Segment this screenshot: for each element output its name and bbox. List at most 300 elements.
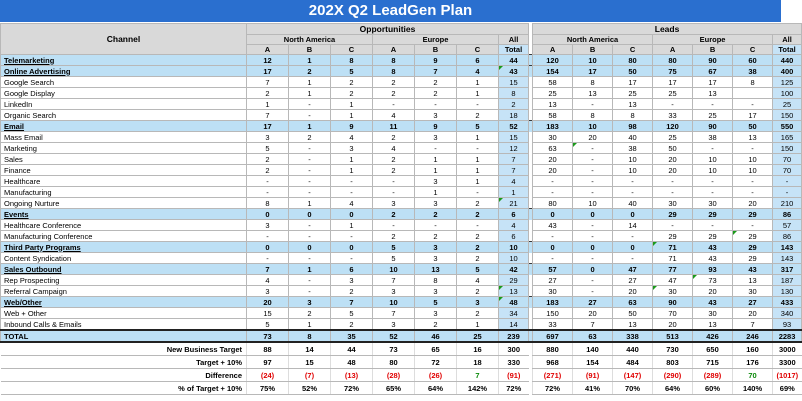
channel-cell[interactable]: Google Search xyxy=(1,77,247,88)
summary-cell[interactable]: 484 xyxy=(613,356,653,369)
opportunity-cell[interactable]: 2 xyxy=(373,132,415,143)
lead-cell[interactable]: - xyxy=(573,143,613,154)
lead-cell[interactable]: - xyxy=(573,99,613,110)
lead-cell[interactable]: 17 xyxy=(613,77,653,88)
summary-cell[interactable]: 44 xyxy=(331,342,373,356)
opportunity-cell[interactable]: 2 xyxy=(373,154,415,165)
opportunity-cell[interactable]: 2 xyxy=(331,286,373,297)
summary-cell[interactable]: 803 xyxy=(653,356,693,369)
lead-cell[interactable]: 63 xyxy=(573,330,613,342)
opportunity-cell[interactable]: - xyxy=(289,220,331,231)
opportunity-cell[interactable]: 1 xyxy=(289,319,331,331)
lead-cell[interactable]: 433 xyxy=(773,297,802,308)
lead-cell[interactable]: 10 xyxy=(693,154,733,165)
lead-cell[interactable]: 20 xyxy=(533,165,573,176)
lead-cell[interactable]: 183 xyxy=(533,297,573,308)
lead-cell[interactable]: 150 xyxy=(773,110,802,121)
opportunity-cell[interactable]: 12 xyxy=(499,143,529,154)
summary-cell[interactable]: 330 xyxy=(499,356,529,369)
opportunity-cell[interactable]: 0 xyxy=(289,209,331,220)
lead-cell[interactable]: - xyxy=(533,231,573,242)
channel-cell[interactable]: Events xyxy=(1,209,247,220)
summary-cell[interactable]: 70% xyxy=(613,382,653,395)
lead-cell[interactable]: 187 xyxy=(773,275,802,286)
opportunity-cell[interactable]: 3 xyxy=(373,286,415,297)
lead-cell[interactable]: 0 xyxy=(613,209,653,220)
opportunity-cell[interactable]: 43 xyxy=(499,66,529,77)
lead-cell[interactable]: 8 xyxy=(613,110,653,121)
opportunity-cell[interactable]: - xyxy=(331,187,373,198)
opportunity-cell[interactable]: 1 xyxy=(457,154,499,165)
opp-col-c[interactable]: C xyxy=(331,45,373,55)
opportunity-cell[interactable]: 15 xyxy=(247,308,289,319)
summary-cell[interactable]: 73 xyxy=(373,342,415,356)
summary-cell[interactable]: 15 xyxy=(289,356,331,369)
opportunity-cell[interactable]: 1 xyxy=(289,55,331,66)
opportunity-cell[interactable]: 20 xyxy=(247,297,289,308)
lead-cell[interactable]: 440 xyxy=(773,55,802,66)
opportunity-cell[interactable]: - xyxy=(331,231,373,242)
opportunity-cell[interactable]: 1 xyxy=(457,165,499,176)
lead-cell[interactable]: 25 xyxy=(613,88,653,99)
leads-header[interactable]: Leads xyxy=(533,24,802,35)
opportunity-cell[interactable]: 0 xyxy=(247,242,289,253)
lead-cell[interactable]: 38 xyxy=(693,132,733,143)
opportunity-cell[interactable]: 8 xyxy=(289,330,331,342)
lead-cell[interactable]: 13 xyxy=(573,88,613,99)
lead-cell[interactable]: 10 xyxy=(613,165,653,176)
opportunity-cell[interactable]: 7 xyxy=(415,66,457,77)
channel-header[interactable]: Channel xyxy=(1,24,247,55)
opportunity-cell[interactable]: - xyxy=(415,220,457,231)
opp-all-header[interactable]: All xyxy=(499,35,529,45)
opportunity-cell[interactable]: 7 xyxy=(373,308,415,319)
opportunity-cell[interactable]: 1 xyxy=(331,165,373,176)
lead-cell[interactable]: 90 xyxy=(693,55,733,66)
opportunity-cell[interactable]: 2 xyxy=(331,319,373,331)
opportunity-cell[interactable]: - xyxy=(457,99,499,110)
summary-cell[interactable]: 72% xyxy=(499,382,529,395)
lead-cell[interactable]: 10 xyxy=(573,121,613,132)
leads-eu-col-a[interactable]: A xyxy=(653,45,693,55)
lead-cell[interactable]: 8 xyxy=(733,77,773,88)
lead-cell[interactable]: - xyxy=(573,176,613,187)
opportunity-cell[interactable]: 2 xyxy=(457,286,499,297)
lead-cell[interactable]: - xyxy=(693,176,733,187)
channel-cell[interactable]: Manufacturing Conference xyxy=(1,231,247,242)
summary-cell[interactable]: (7) xyxy=(289,369,331,382)
opportunity-cell[interactable]: 48 xyxy=(499,297,529,308)
lead-cell[interactable]: - xyxy=(573,231,613,242)
lead-cell[interactable]: 317 xyxy=(773,264,802,275)
opportunity-cell[interactable]: - xyxy=(289,231,331,242)
opportunity-cell[interactable]: - xyxy=(289,99,331,110)
opportunity-cell[interactable]: - xyxy=(289,286,331,297)
opportunity-cell[interactable]: 2 xyxy=(247,154,289,165)
opportunity-cell[interactable]: 2 xyxy=(457,308,499,319)
lead-cell[interactable]: 17 xyxy=(653,77,693,88)
lead-cell[interactable]: - xyxy=(613,176,653,187)
opportunity-cell[interactable]: 2 xyxy=(457,198,499,209)
lead-cell[interactable]: 20 xyxy=(573,132,613,143)
lead-cell[interactable]: 73 xyxy=(693,275,733,286)
lead-cell[interactable]: 25 xyxy=(653,132,693,143)
opportunity-cell[interactable]: 3 xyxy=(247,132,289,143)
summary-cell[interactable]: 14 xyxy=(289,342,331,356)
channel-cell[interactable]: Rep Prospecting xyxy=(1,275,247,286)
opportunity-cell[interactable]: 12 xyxy=(247,55,289,66)
lead-cell[interactable]: 13 xyxy=(733,275,773,286)
lead-cell[interactable]: 20 xyxy=(653,165,693,176)
channel-cell[interactable]: Marketing xyxy=(1,143,247,154)
opportunity-cell[interactable]: 5 xyxy=(373,242,415,253)
channel-cell[interactable]: Web + Other xyxy=(1,308,247,319)
lead-cell[interactable]: 71 xyxy=(653,253,693,264)
leads-all-header[interactable]: All xyxy=(773,35,802,45)
opportunity-cell[interactable]: - xyxy=(457,187,499,198)
channel-cell[interactable]: Online Advertising xyxy=(1,66,247,77)
lead-cell[interactable]: 10 xyxy=(573,55,613,66)
lead-cell[interactable]: - xyxy=(653,176,693,187)
lead-cell[interactable]: 25 xyxy=(653,88,693,99)
opportunity-cell[interactable]: 3 xyxy=(289,297,331,308)
summary-cell[interactable]: 80 xyxy=(373,356,415,369)
opportunity-cell[interactable]: 52 xyxy=(499,121,529,132)
lead-cell[interactable]: 86 xyxy=(773,231,802,242)
opp-col-a[interactable]: A xyxy=(247,45,289,55)
opp-north-america-header[interactable]: North America xyxy=(247,35,373,45)
lead-cell[interactable]: 70 xyxy=(773,154,802,165)
lead-cell[interactable]: 38 xyxy=(733,66,773,77)
leads-eu-col-b[interactable]: B xyxy=(693,45,733,55)
lead-cell[interactable]: - xyxy=(733,99,773,110)
opportunity-cell[interactable]: - xyxy=(289,176,331,187)
opportunity-cell[interactable]: 2 xyxy=(373,88,415,99)
opportunity-cell[interactable]: 52 xyxy=(373,330,415,342)
lead-cell[interactable]: 426 xyxy=(693,330,733,342)
opportunity-cell[interactable]: 2 xyxy=(457,253,499,264)
lead-cell[interactable]: 29 xyxy=(733,231,773,242)
lead-cell[interactable]: 70 xyxy=(653,308,693,319)
lead-cell[interactable]: 80 xyxy=(533,198,573,209)
lead-cell[interactable]: 50 xyxy=(653,143,693,154)
summary-cell[interactable]: (290) xyxy=(653,369,693,382)
opportunity-cell[interactable]: 73 xyxy=(247,330,289,342)
lead-cell[interactable]: - xyxy=(533,176,573,187)
lead-cell[interactable]: 20 xyxy=(733,198,773,209)
lead-cell[interactable]: 90 xyxy=(693,121,733,132)
opportunity-cell[interactable]: 1 xyxy=(457,176,499,187)
lead-cell[interactable]: 29 xyxy=(693,231,733,242)
opportunity-cell[interactable]: 2 xyxy=(373,231,415,242)
summary-cell[interactable]: 72% xyxy=(533,382,573,395)
opportunity-cell[interactable]: 1 xyxy=(289,121,331,132)
lead-cell[interactable]: 43 xyxy=(733,264,773,275)
summary-cell[interactable]: 7 xyxy=(457,369,499,382)
lead-cell[interactable]: 43 xyxy=(533,220,573,231)
summary-cell[interactable]: (147) xyxy=(613,369,653,382)
summary-cell[interactable]: (24) xyxy=(247,369,289,382)
lead-cell[interactable]: 697 xyxy=(533,330,573,342)
opportunity-cell[interactable]: - xyxy=(373,176,415,187)
opportunity-cell[interactable]: 1 xyxy=(331,220,373,231)
opportunity-cell[interactable]: 9 xyxy=(415,55,457,66)
opportunity-cell[interactable]: 13 xyxy=(415,264,457,275)
opportunity-cell[interactable]: 1 xyxy=(331,154,373,165)
lead-cell[interactable]: 63 xyxy=(613,297,653,308)
opportunity-cell[interactable]: 17 xyxy=(247,66,289,77)
lead-cell[interactable]: 50 xyxy=(613,308,653,319)
summary-cell[interactable]: 176 xyxy=(733,356,773,369)
opportunity-cell[interactable]: - xyxy=(289,154,331,165)
opportunity-cell[interactable]: 1 xyxy=(289,264,331,275)
opportunity-cell[interactable]: 1 xyxy=(499,187,529,198)
lead-cell[interactable]: 400 xyxy=(773,66,802,77)
lead-cell[interactable]: - xyxy=(573,220,613,231)
opportunity-cell[interactable]: - xyxy=(415,99,457,110)
opportunity-cell[interactable]: 0 xyxy=(289,242,331,253)
channel-cell[interactable]: Finance xyxy=(1,165,247,176)
opportunity-cell[interactable]: 0 xyxy=(331,242,373,253)
lead-cell[interactable]: 47 xyxy=(613,264,653,275)
summary-cell[interactable]: 75% xyxy=(247,382,289,395)
opportunity-cell[interactable]: - xyxy=(247,231,289,242)
opportunity-cell[interactable]: 34 xyxy=(499,308,529,319)
leads-col-c[interactable]: C xyxy=(613,45,653,55)
leads-total-header[interactable]: Total xyxy=(773,45,802,55)
opportunity-cell[interactable]: 2 xyxy=(247,165,289,176)
opportunity-cell[interactable]: 7 xyxy=(247,264,289,275)
lead-cell[interactable]: 80 xyxy=(613,55,653,66)
lead-cell[interactable]: 8 xyxy=(573,110,613,121)
lead-cell[interactable]: - xyxy=(573,165,613,176)
opportunity-cell[interactable]: 3 xyxy=(415,253,457,264)
opportunity-cell[interactable]: 4 xyxy=(373,143,415,154)
opportunity-cell[interactable]: 2 xyxy=(373,209,415,220)
lead-cell[interactable]: 80 xyxy=(653,55,693,66)
summary-cell[interactable]: 69% xyxy=(773,382,802,395)
lead-cell[interactable]: 0 xyxy=(533,209,573,220)
opportunity-cell[interactable]: 6 xyxy=(499,209,529,220)
opportunity-cell[interactable]: 1 xyxy=(331,110,373,121)
lead-cell[interactable]: 0 xyxy=(573,264,613,275)
opportunity-cell[interactable]: 2 xyxy=(289,132,331,143)
summary-cell[interactable]: 64% xyxy=(415,382,457,395)
summary-cell[interactable]: 64% xyxy=(653,382,693,395)
opportunity-cell[interactable]: 239 xyxy=(499,330,529,342)
opportunity-cell[interactable]: 2 xyxy=(415,88,457,99)
opportunity-cell[interactable]: 2 xyxy=(247,88,289,99)
opportunity-cell[interactable]: 8 xyxy=(331,55,373,66)
opportunity-cell[interactable]: 6 xyxy=(457,55,499,66)
opportunity-cell[interactable]: 2 xyxy=(373,165,415,176)
lead-cell[interactable]: 27 xyxy=(613,275,653,286)
lead-cell[interactable]: 25 xyxy=(533,88,573,99)
lead-cell[interactable]: - xyxy=(573,253,613,264)
opportunity-cell[interactable]: 2 xyxy=(331,77,373,88)
lead-cell[interactable]: 57 xyxy=(533,264,573,275)
opportunity-cell[interactable]: - xyxy=(373,99,415,110)
opportunity-cell[interactable]: 10 xyxy=(499,242,529,253)
opportunity-cell[interactable]: 2 xyxy=(415,319,457,331)
opportunity-cell[interactable]: 7 xyxy=(499,154,529,165)
lead-cell[interactable]: 17 xyxy=(733,110,773,121)
channel-cell[interactable]: Email xyxy=(1,121,247,132)
opportunity-cell[interactable]: 5 xyxy=(457,264,499,275)
lead-cell[interactable]: - xyxy=(693,143,733,154)
opportunity-cell[interactable]: 2 xyxy=(457,231,499,242)
opportunity-cell[interactable]: 10 xyxy=(499,253,529,264)
lead-cell[interactable]: - xyxy=(733,187,773,198)
opportunity-cell[interactable]: - xyxy=(247,253,289,264)
lead-cell[interactable]: - xyxy=(573,187,613,198)
opportunity-cell[interactable]: 3 xyxy=(457,297,499,308)
channel-cell[interactable]: Telemarketing xyxy=(1,55,247,66)
opportunity-cell[interactable]: 8 xyxy=(373,66,415,77)
opp-total-header[interactable]: Total xyxy=(499,45,529,55)
lead-cell[interactable]: 154 xyxy=(533,66,573,77)
summary-cell[interactable]: 142% xyxy=(457,382,499,395)
opportunity-cell[interactable]: 3 xyxy=(415,132,457,143)
lead-cell[interactable]: 210 xyxy=(773,198,802,209)
lead-cell[interactable]: 93 xyxy=(693,264,733,275)
opportunity-cell[interactable]: 46 xyxy=(415,330,457,342)
summary-cell[interactable]: 65% xyxy=(373,382,415,395)
opportunity-cell[interactable]: 1 xyxy=(289,77,331,88)
opportunity-cell[interactable]: 15 xyxy=(499,132,529,143)
opportunity-cell[interactable]: 0 xyxy=(247,209,289,220)
lead-cell[interactable]: 29 xyxy=(693,209,733,220)
lead-cell[interactable]: 120 xyxy=(653,121,693,132)
opportunity-cell[interactable]: 2 xyxy=(457,209,499,220)
opportunity-cell[interactable]: 3 xyxy=(415,110,457,121)
lead-cell[interactable]: 513 xyxy=(653,330,693,342)
lead-cell[interactable]: 0 xyxy=(573,242,613,253)
summary-cell[interactable]: 968 xyxy=(533,356,573,369)
summary-cell[interactable]: 41% xyxy=(573,382,613,395)
lead-cell[interactable]: 25 xyxy=(773,99,802,110)
opportunity-cell[interactable]: 8 xyxy=(415,275,457,286)
lead-cell[interactable]: 550 xyxy=(773,121,802,132)
lead-cell[interactable]: 27 xyxy=(733,297,773,308)
opportunity-cell[interactable]: 7 xyxy=(373,275,415,286)
lead-cell[interactable]: 7 xyxy=(733,319,773,331)
opportunity-cell[interactable]: 1 xyxy=(415,187,457,198)
channel-cell[interactable]: Healthcare xyxy=(1,176,247,187)
lead-cell[interactable]: 10 xyxy=(613,154,653,165)
lead-cell[interactable]: 27 xyxy=(573,297,613,308)
summary-cell[interactable]: 3000 xyxy=(773,342,802,356)
lead-cell[interactable]: 77 xyxy=(653,264,693,275)
channel-cell[interactable]: Sales xyxy=(1,154,247,165)
lead-cell[interactable]: 40 xyxy=(613,198,653,209)
lead-cell[interactable]: - xyxy=(653,187,693,198)
lead-cell[interactable]: 13 xyxy=(613,319,653,331)
lead-cell[interactable]: 10 xyxy=(693,165,733,176)
summary-cell[interactable]: 72% xyxy=(331,382,373,395)
lead-cell[interactable]: 38 xyxy=(613,143,653,154)
opportunity-cell[interactable]: 21 xyxy=(499,198,529,209)
opportunity-cell[interactable]: 5 xyxy=(247,143,289,154)
lead-cell[interactable]: 27 xyxy=(533,275,573,286)
opportunity-cell[interactable]: 2 xyxy=(289,66,331,77)
summary-cell[interactable]: 880 xyxy=(533,342,573,356)
channel-cell[interactable]: Mass Email xyxy=(1,132,247,143)
lead-cell[interactable]: 13 xyxy=(693,88,733,99)
lead-cell[interactable]: 143 xyxy=(773,253,802,264)
lead-cell[interactable]: 47 xyxy=(653,275,693,286)
lead-cell[interactable]: 57 xyxy=(773,220,802,231)
lead-cell[interactable]: 30 xyxy=(533,286,573,297)
lead-cell[interactable]: - xyxy=(653,99,693,110)
opportunity-cell[interactable]: 4 xyxy=(247,275,289,286)
opportunity-cell[interactable]: - xyxy=(247,176,289,187)
lead-cell[interactable]: - xyxy=(653,220,693,231)
opportunity-cell[interactable]: - xyxy=(289,253,331,264)
lead-cell[interactable]: 13 xyxy=(733,132,773,143)
lead-cell[interactable]: 340 xyxy=(773,308,802,319)
opportunity-cell[interactable]: 2 xyxy=(373,77,415,88)
opportunity-cell[interactable]: 5 xyxy=(331,66,373,77)
opportunity-cell[interactable]: 5 xyxy=(373,253,415,264)
summary-cell[interactable]: 140 xyxy=(573,342,613,356)
lead-cell[interactable]: 86 xyxy=(773,209,802,220)
summary-cell[interactable]: (28) xyxy=(373,369,415,382)
channel-cell[interactable]: Sales Outbound xyxy=(1,264,247,275)
opportunity-cell[interactable]: 5 xyxy=(247,319,289,331)
lead-cell[interactable]: 150 xyxy=(533,308,573,319)
lead-cell[interactable]: 17 xyxy=(573,66,613,77)
channel-cell[interactable]: Healthcare Conference xyxy=(1,220,247,231)
lead-cell[interactable]: 30 xyxy=(693,198,733,209)
summary-cell[interactable]: (91) xyxy=(499,369,529,382)
lead-cell[interactable]: - xyxy=(733,176,773,187)
lead-cell[interactable]: 29 xyxy=(653,209,693,220)
lead-cell[interactable]: 183 xyxy=(533,121,573,132)
opportunity-cell[interactable]: - xyxy=(247,187,289,198)
channel-cell[interactable]: Ongoing Nurture xyxy=(1,198,247,209)
lead-cell[interactable]: 30 xyxy=(653,198,693,209)
lead-cell[interactable]: 14 xyxy=(613,220,653,231)
lead-cell[interactable]: 0 xyxy=(613,242,653,253)
opportunity-cell[interactable]: 1 xyxy=(457,88,499,99)
lead-cell[interactable]: 50 xyxy=(613,66,653,77)
lead-cell[interactable]: - xyxy=(613,187,653,198)
opportunity-cell[interactable]: 35 xyxy=(331,330,373,342)
opportunity-cell[interactable]: 3 xyxy=(331,143,373,154)
opportunity-cell[interactable]: 3 xyxy=(373,198,415,209)
lead-cell[interactable]: 29 xyxy=(653,231,693,242)
summary-cell[interactable]: 48 xyxy=(331,356,373,369)
opportunity-cell[interactable]: 4 xyxy=(457,66,499,77)
opportunity-cell[interactable]: 1 xyxy=(415,154,457,165)
opportunity-cell[interactable]: 3 xyxy=(247,286,289,297)
opportunity-cell[interactable]: 7 xyxy=(499,165,529,176)
summary-cell[interactable]: (289) xyxy=(693,369,733,382)
opportunity-cell[interactable]: 5 xyxy=(415,297,457,308)
opportunity-cell[interactable]: 1 xyxy=(457,77,499,88)
opportunity-cell[interactable]: 2 xyxy=(415,77,457,88)
summary-cell[interactable]: 140% xyxy=(733,382,773,395)
opportunity-cell[interactable]: 4 xyxy=(373,110,415,121)
opportunity-cell[interactable]: 4 xyxy=(331,198,373,209)
opportunity-cell[interactable]: 9 xyxy=(331,121,373,132)
summary-cell[interactable]: 154 xyxy=(573,356,613,369)
channel-cell[interactable]: Organic Search xyxy=(1,110,247,121)
summary-cell[interactable]: 97 xyxy=(247,356,289,369)
summary-cell[interactable]: 72 xyxy=(415,356,457,369)
lead-cell[interactable]: 43 xyxy=(693,297,733,308)
